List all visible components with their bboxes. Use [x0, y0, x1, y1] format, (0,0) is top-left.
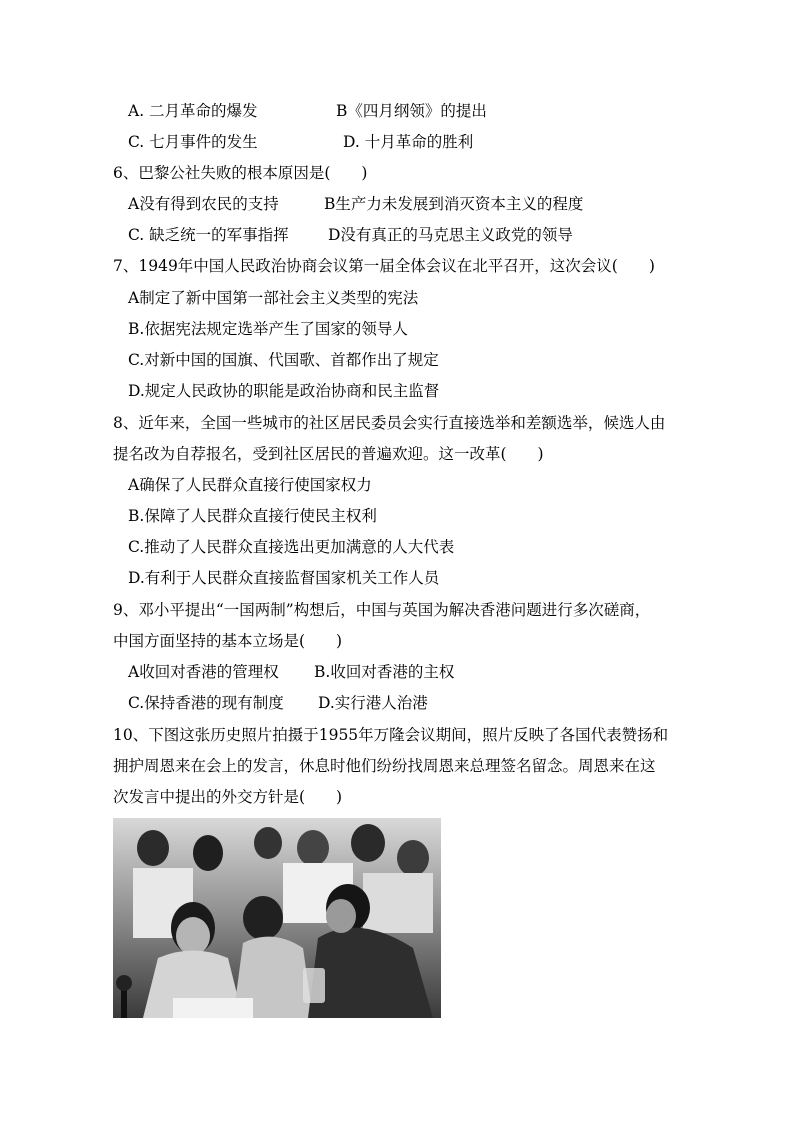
- q10-stem-line2: 拥护周恩来在会上的发言，休息时他们纷纷找周恩来总理签名留念。周恩来在这: [113, 757, 656, 775]
- q9-option-b: B.收回对香港的主权: [314, 663, 455, 681]
- q8-stem-line2: 提名改为自荐报名，受到社区居民的普遍欢迎。这一改革( ): [113, 445, 544, 463]
- q7-option-b: B.依据宪法规定选举产生了国家的领导人: [128, 320, 408, 338]
- q7-option-d: D.规定人民政协的职能是政治协商和民主监督: [128, 382, 440, 400]
- q10-stem-line1: 10、下图这张历史照片拍摄于1955年万隆会议期间，照片反映了各国代表赞扬和: [113, 726, 669, 744]
- q6-option-d: D没有真正的马克思主义政党的领导: [328, 226, 573, 244]
- q7-option-a: A制定了新中国第一部社会主义类型的宪法: [128, 289, 419, 307]
- q5-option-a: A. 二月革命的爆发: [128, 102, 258, 120]
- q8-option-d: D.有利于人民群众直接监督国家机关工作人员: [128, 569, 440, 587]
- q9-stem-line2: 中国方面坚持的基本立场是( ): [113, 632, 343, 650]
- q7-option-c: C.对新中国的国旗、代国歌、首都作出了规定: [128, 351, 439, 369]
- bandung-conference-photo: [113, 818, 441, 1018]
- q8-option-b: B.保障了人民群众直接行使民主权利: [128, 507, 377, 525]
- q10-stem-line3: 次发言中提出的外交方针是( ): [113, 788, 343, 806]
- q7-stem: 7、1949年中国人民政治协商会议第一届全体会议在北平召开，这次会议( ): [113, 257, 655, 275]
- q8-option-a: A确保了人民群众直接行使国家权力: [128, 476, 372, 494]
- q9-option-c: C.保持香港的现有制度: [128, 694, 284, 712]
- q6-option-b: B生产力未发展到消灭资本主义的程度: [324, 195, 584, 213]
- q9-option-d: D.实行港人治港: [318, 694, 428, 712]
- q5-option-b: B《四月纲领》的提出: [336, 102, 487, 120]
- q5-option-d: D. 十月革命的胜利: [343, 133, 474, 151]
- q6-stem: 6、巴黎公社失败的根本原因是( ): [113, 164, 368, 182]
- q9-stem-line1: 9、邓小平提出“一国两制”构想后，中国与英国为解决香港问题进行多次磋商，: [113, 601, 651, 619]
- q9-option-a: A收回对香港的管理权: [128, 663, 279, 681]
- q8-option-c: C.推动了人民群众直接选出更加满意的人大代表: [128, 538, 455, 556]
- q6-option-c: C. 缺乏统一的军事指挥: [128, 226, 289, 244]
- q6-option-a: A没有得到农民的支持: [128, 195, 279, 213]
- q5-option-c: C. 七月事件的发生: [128, 133, 258, 151]
- q8-stem-line1: 8、近年来，全国一些城市的社区居民委员会实行直接选举和差额选举，候选人由: [113, 414, 666, 432]
